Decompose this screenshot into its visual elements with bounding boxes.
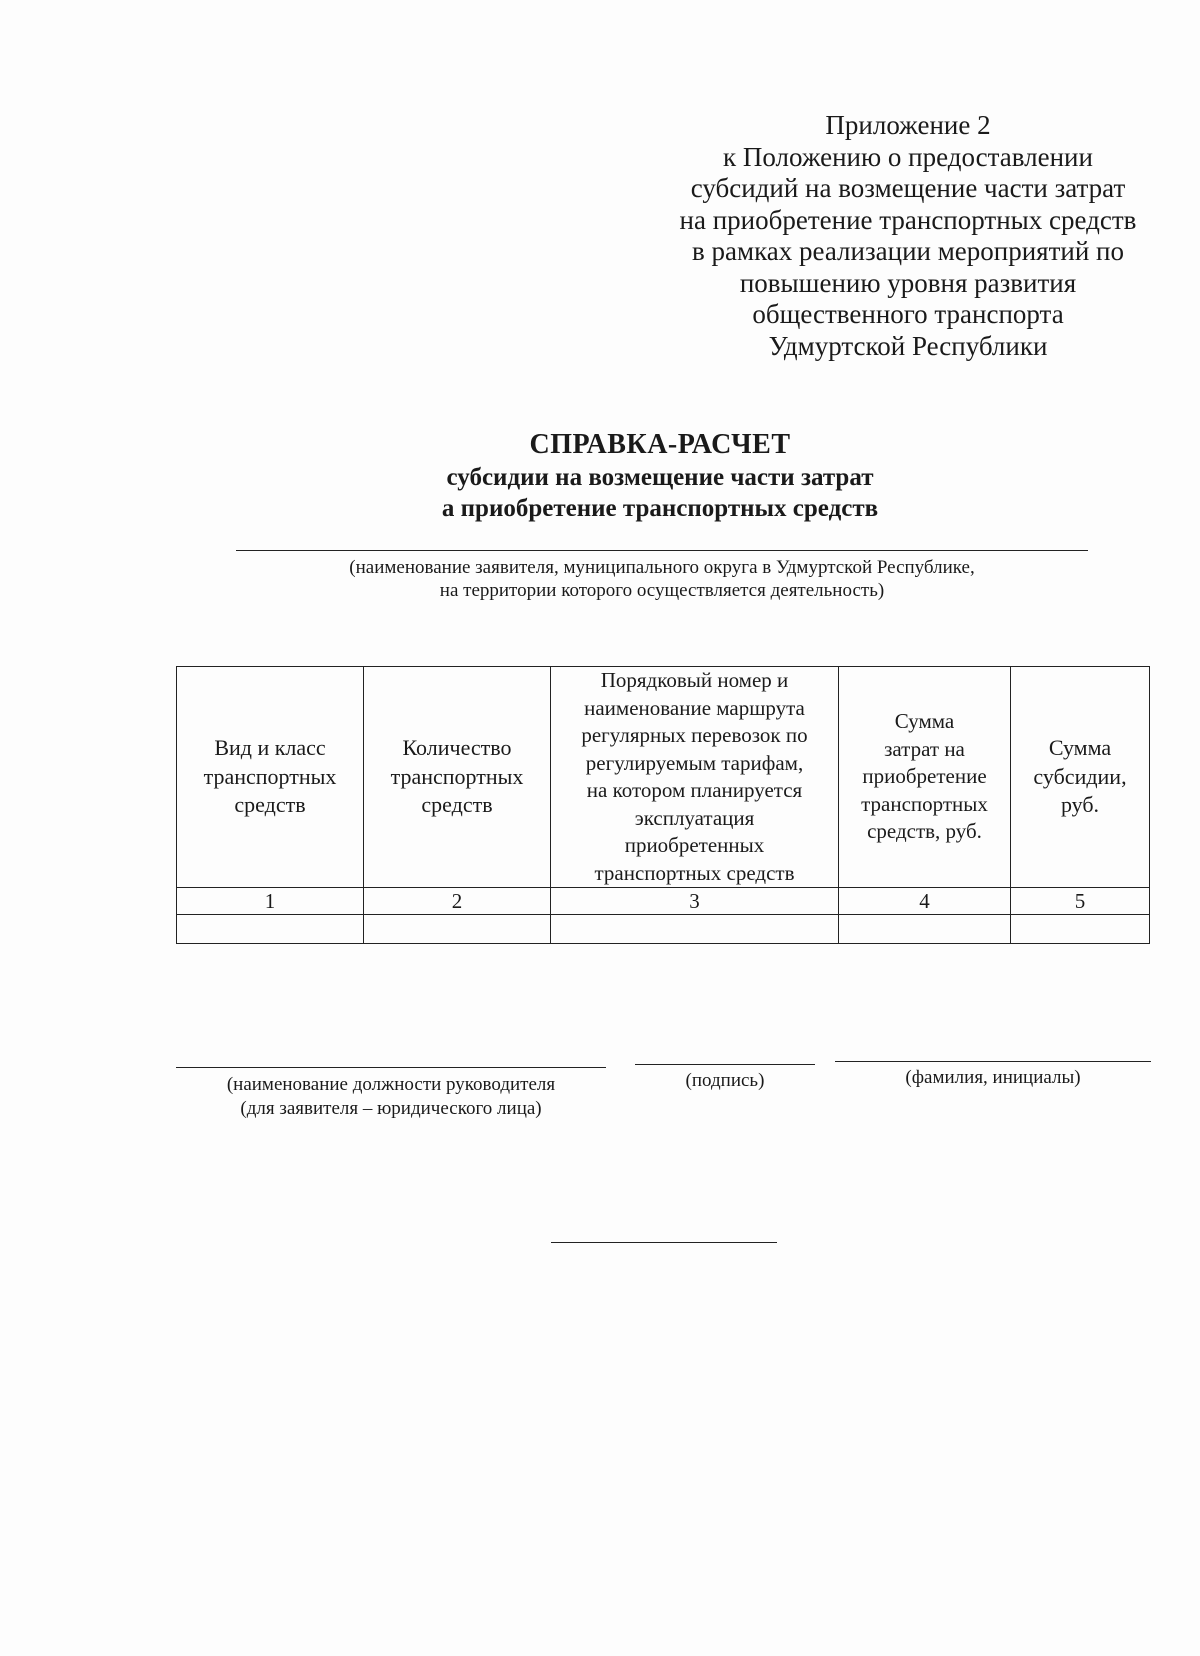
appendix-reference xyxy=(648,110,1168,362)
table-header-row xyxy=(177,667,1150,888)
position-caption-line: (для заявителя – юридического лица) xyxy=(240,1098,542,1119)
table-cell-empty[interactable] xyxy=(551,915,839,944)
applicant-caption-line: на территории которого осуществляется деятельность) xyxy=(439,580,885,601)
table-cell-empty[interactable] xyxy=(839,915,1011,944)
column-number-cell: 2 xyxy=(364,888,551,915)
table-cell-empty[interactable] xyxy=(364,915,551,944)
appendix-line: общественного транспорта xyxy=(752,299,1064,329)
closing-divider xyxy=(551,1242,777,1243)
position-caption-line: (наименование должности руководителя xyxy=(226,1074,556,1095)
header-cell-cost-sum: Сумма затрат на приобретение транспортных средств, руб. xyxy=(839,667,1011,888)
name-signature-line xyxy=(835,1061,1151,1062)
appendix-line: к Положению о предоставлении xyxy=(723,141,1093,172)
column-number-cell: 3 xyxy=(551,888,839,915)
header-cell-route: Порядковый номер и наименование маршрута регулярных перевозок по регулируемым тарифам, на котором планируется эксплуатация приобретенных транспортных средств xyxy=(551,667,839,888)
header-cell-vehicle-type: Вид и класс транспортных средств xyxy=(177,667,364,888)
column-number-cell: 4 xyxy=(839,888,1011,915)
table-cell-empty[interactable] xyxy=(1011,915,1150,944)
position-signature-line xyxy=(176,1067,606,1068)
header-cell-subsidy-sum: Сумма субсидии, руб. xyxy=(1011,667,1150,888)
table-cell-empty[interactable] xyxy=(177,915,364,944)
appendix-line: Приложение 2 xyxy=(825,110,991,140)
appendix-line: субсидий на возмещение части затрат xyxy=(690,173,1126,203)
applicant-caption xyxy=(236,556,1088,602)
position-caption xyxy=(176,1073,606,1121)
applicant-name-line xyxy=(236,550,1088,551)
name-caption: (фамилия, инициалы) xyxy=(905,1067,1081,1088)
column-number-cell: 1 xyxy=(177,888,364,915)
document-subtitle-line: а приобретение транспортных средств xyxy=(441,495,879,522)
appendix-line: Удмуртской Республики xyxy=(768,330,1048,361)
appendix-line: повышению уровня развития xyxy=(739,267,1077,298)
table-row xyxy=(177,915,1150,944)
applicant-caption-line: (наименование заявителя, муниципального округа в Удмуртской Республике, xyxy=(349,557,975,578)
document-title-main: СПРАВКА-РАСЧЕТ xyxy=(529,429,791,460)
table-column-numbers-row xyxy=(177,888,1150,915)
calculation-table xyxy=(176,666,1150,944)
header-cell-vehicle-count: Количество транспортных средств xyxy=(364,667,551,888)
appendix-line: в рамках реализации мероприятий по xyxy=(692,236,1124,266)
column-number-cell: 5 xyxy=(1011,888,1150,915)
appendix-line: на приобретение транспортных средств xyxy=(679,204,1137,235)
signature-line xyxy=(635,1064,815,1065)
document-title xyxy=(300,428,1020,524)
signature-caption: (подпись) xyxy=(685,1070,765,1091)
document-subtitle-line: субсидии на возмещение части затрат xyxy=(446,464,874,491)
